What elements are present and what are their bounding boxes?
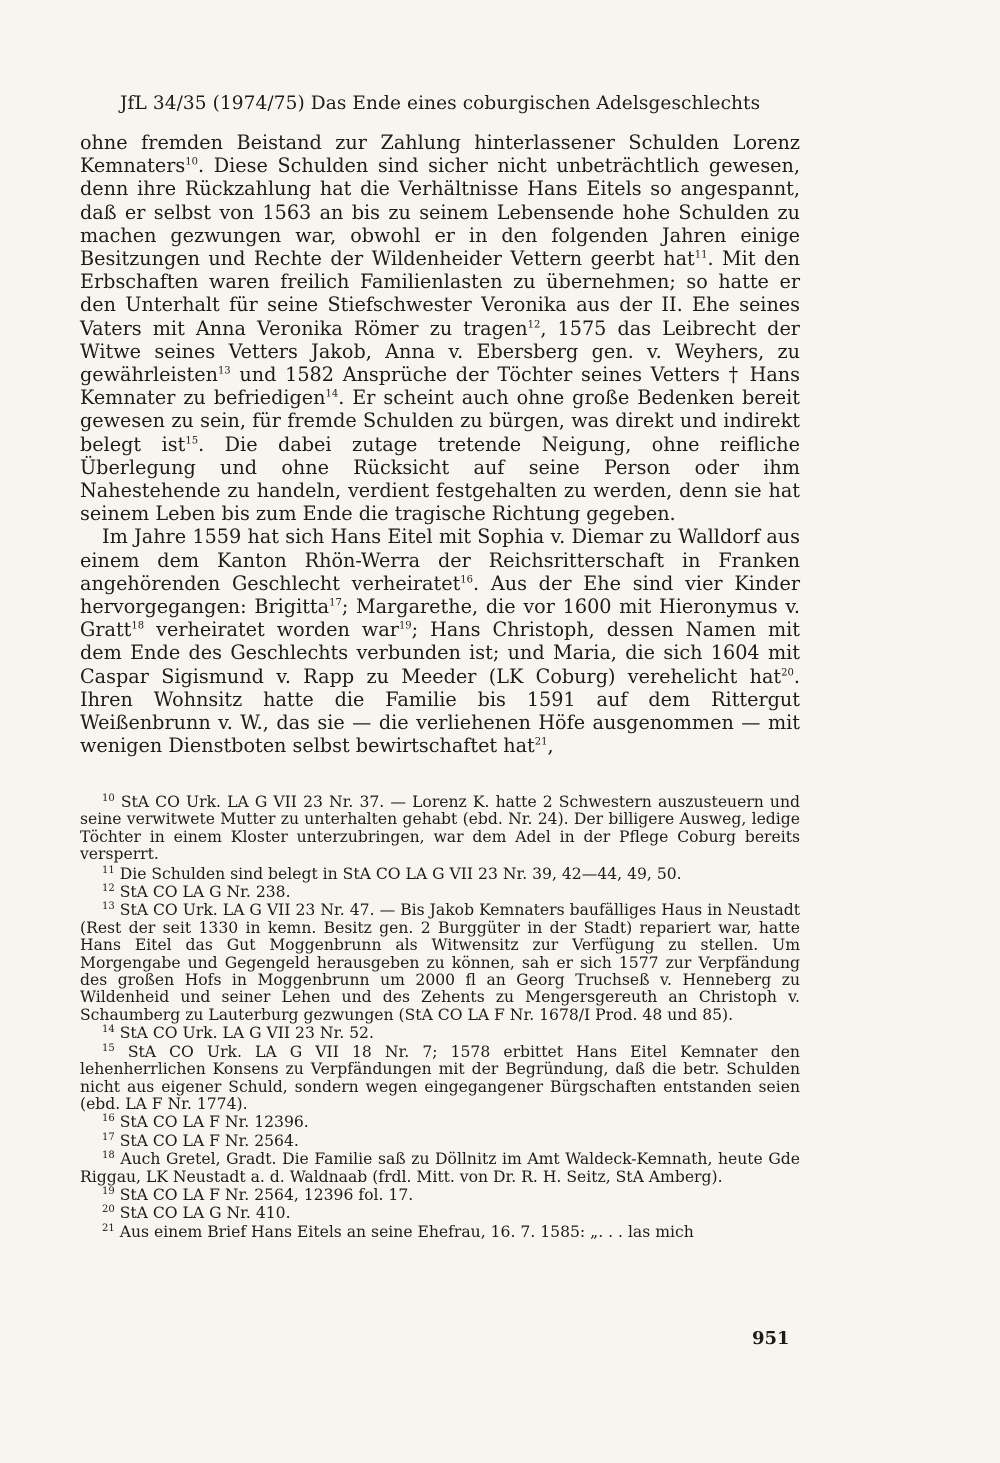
footnote-ref: 12 bbox=[527, 319, 541, 331]
footnote-number: 10 bbox=[102, 792, 115, 804]
footnote-text: StA CO Urk. LA G VII 23 Nr. 37. — Lorenz K. hatte 2 Schwestern auszusteuern und seine verwitwete Mutter zu unterhalten gehabt (ebd. Nr. 24). Der billigere Ausweg, ledige Töchter in einem Kloster unterzubringen, war dem Adel in der Pflege Coburg bereits versperrt. bbox=[80, 793, 800, 864]
footnote-number: 20 bbox=[102, 1204, 115, 1216]
text-run: ; Hans Christoph, dessen Namen mit dem Ende des Geschlechts verbunden ist; und Maria, die sich 1604 mit Caspar Sigismund v. Rapp zu Meeder (LK Coburg) verehelicht hat bbox=[80, 618, 800, 688]
footnote-number: 14 bbox=[102, 1024, 115, 1036]
footnote-ref: 17 bbox=[329, 597, 342, 609]
paragraph-2 bbox=[80, 525, 800, 757]
text-run: . Er scheint auch ohne große Bedenken bereit gewesen zu sein, für fremde Schulden zu bürgen, was direkt und indirekt belegt ist bbox=[80, 386, 800, 456]
footnote bbox=[80, 1133, 800, 1150]
footnote-number: 12 bbox=[102, 882, 115, 894]
footnote-ref: 15 bbox=[185, 435, 199, 447]
footnote-ref: 16 bbox=[460, 574, 474, 586]
text-run: . Ihren Wohnsitz hatte die Familie bis 1591 auf dem Rittergut Weißenbrunn v. W., das sie — die verliehenen Höfe ausgenommen — mit wenigen Dienstboten selbst bewirtschaftet hat bbox=[80, 664, 800, 758]
footnote bbox=[80, 1224, 800, 1241]
footnote-text: StA CO LA G Nr. 410. bbox=[119, 1204, 291, 1223]
running-head: JfL 34/35 (1974/75) Das Ende eines coburgischen Adelsgeschlechts bbox=[120, 93, 761, 114]
footnote-number: 16 bbox=[102, 1113, 115, 1125]
footnote-ref: 18 bbox=[131, 620, 145, 632]
footnote-number: 19 bbox=[102, 1185, 115, 1197]
footnote-ref: 10 bbox=[185, 156, 198, 168]
footnote-ref: 19 bbox=[398, 620, 412, 632]
text-run: . Diese Schulden sind sicher nicht unbeträchtlich gewesen, denn ihre Rückzahlung hat die Verhältnisse Hans Eitels so angespannt, daß er selbst von 1563 an bis zu seinem Lebensende hohe Schulden zu machen gezwungen war, obwohl er in den folgenden Jahren einige Besitzungen und Rechte der Wildenheider Vettern geerbt hat bbox=[80, 154, 800, 271]
footnote-text: StA CO LA F Nr. 2564. bbox=[119, 1131, 299, 1150]
footnote-number: 18 bbox=[102, 1149, 115, 1161]
text-run: ; Margarethe, die vor 1600 mit Hieronymus v. Gratt bbox=[80, 595, 800, 642]
paragraph-1 bbox=[80, 131, 800, 525]
footnote bbox=[80, 1044, 800, 1114]
footnote bbox=[80, 1187, 800, 1204]
footnote-text: StA CO Urk. LA G VII 23 Nr. 52. bbox=[119, 1024, 374, 1043]
footnote-text: StA CO LA F Nr. 12396. bbox=[119, 1113, 309, 1132]
footnote-ref: 14 bbox=[325, 388, 339, 400]
footnote-text: Auch Gretel, Gradt. Die Familie saß zu Döllnitz im Amt Waldeck-Kemnath, heute Gde Riggau, LK Neustadt a. d. Waldnaab (frdl. Mitt. von Dr. R. H. Seitz, StA Amberg). bbox=[80, 1150, 801, 1186]
text-run: und 1582 Ansprüche der Töchter seines Vetters † Hans Kemnater zu befriedigen bbox=[80, 363, 800, 410]
footnote-text: StA CO LA G Nr. 238. bbox=[119, 883, 291, 902]
footnote bbox=[80, 1205, 800, 1222]
text-run: , 1575 das Leibrecht der Witwe seines Vetters Jakob, Anna v. Ebersberg gen. v. Weyhers, zu gewährleisten bbox=[80, 316, 800, 387]
footnote bbox=[80, 794, 800, 864]
page bbox=[80, 0, 800, 1463]
footnote bbox=[80, 866, 800, 883]
text-run: Im Jahre 1559 hat sich Hans Eitel mit Sophia v. Diemar zu Walldorf aus einem dem Kanton Rhön-Werra der Reichsritterschaft in Franken angehörenden Geschlecht verheiratet bbox=[80, 525, 800, 595]
footnote-text: StA CO Urk. LA G VII 23 Nr. 47. — Bis Jakob Kemnaters baufälliges Haus in Neustadt (Rest der seit 1330 in kemn. Besitz gen. 2 Burggüter in der Stadt) repariert war, hatte Hans Eitel das Gut Moggenbrunn als Witwensitz zur Verfügung zu stellen. Um Morgengabe und Gegengeld herausgeben zu können, sah er sich 1577 zur Verpfändung des großen Hofs in Moggenbrunn um 2000 fl an Georg Truchseß v. Henneberg zu Wildenheid und seiner Lehen und des Zehents zu Mengersgereuth an Christoph v. Schaumberg zu Lauterburg gezwungen (StA CO LA F Nr. 1678/I Prod. 48 und 85). bbox=[80, 901, 800, 1024]
footnote-ref: 13 bbox=[217, 365, 231, 377]
footnote bbox=[80, 902, 800, 1024]
footnote bbox=[80, 1025, 800, 1042]
footnote-number: 21 bbox=[102, 1222, 115, 1234]
footnote bbox=[80, 1151, 800, 1186]
footnote-text: StA CO Urk. LA G VII 18 Nr. 7; 1578 erbittet Hans Eitel Kemnater den lehenherrlichen Konsens zu Verpfändungen mit der Begründung, daß die betr. Schulden nicht aus eigener Schuld, sondern wegen eingegangener Bürgschaften entstanden seien (ebd. LA F Nr. 1774). bbox=[80, 1042, 800, 1113]
footnote-ref: 11 bbox=[694, 249, 708, 261]
text-run: , bbox=[547, 734, 554, 758]
text-run: verheiratet worden war bbox=[144, 618, 399, 642]
footnote-number: 17 bbox=[102, 1131, 115, 1143]
footnote-ref: 20 bbox=[781, 667, 794, 679]
footnote-ref: 21 bbox=[534, 736, 548, 748]
page-number: 951 bbox=[752, 1328, 790, 1349]
footnote bbox=[80, 884, 800, 901]
footnote-text: Aus einem Brief Hans Eitels an seine Ehefrau, 16. 7. 1585: „. . . las mich bbox=[119, 1222, 694, 1241]
text-run: . Aus der Ehe sind vier Kinder hervorgegangen: Brigitta bbox=[80, 571, 800, 619]
text-run: . Die dabei zutage tretende Neigung, ohne reifliche Überlegung und ohne Rücksicht auf seine Person oder ihm Nahestehende zu handeln, verdient festgehalten zu werden, denn sie hat seinem Leben bis zum Ende die tragische Richtung gegeben. bbox=[80, 432, 800, 526]
text-run: . Mit den Erbschaften waren freilich Familienlasten zu übernehmen; so hatte er den Unterhalt für seine Stiefschwester Veronika aus der II. Ehe seines Vaters mit Anna Veronika Römer zu tragen bbox=[80, 247, 800, 340]
footnote-text: StA CO LA F Nr. 2564, 12396 fol. 17. bbox=[119, 1185, 414, 1204]
footnote-number: 11 bbox=[102, 864, 115, 876]
footnote-number: 13 bbox=[102, 901, 115, 913]
footnote-text: Die Schulden sind belegt in StA CO LA G VII 23 Nr. 39, 42—44, 49, 50. bbox=[119, 864, 682, 883]
footnote bbox=[80, 1114, 800, 1131]
footnote-number: 15 bbox=[102, 1042, 115, 1054]
text-run: ohne fremden Beistand zur Zahlung hinterlassener Schulden Lorenz Kemnaters bbox=[80, 131, 800, 178]
body-text bbox=[80, 131, 800, 757]
footnotes bbox=[80, 794, 800, 1242]
